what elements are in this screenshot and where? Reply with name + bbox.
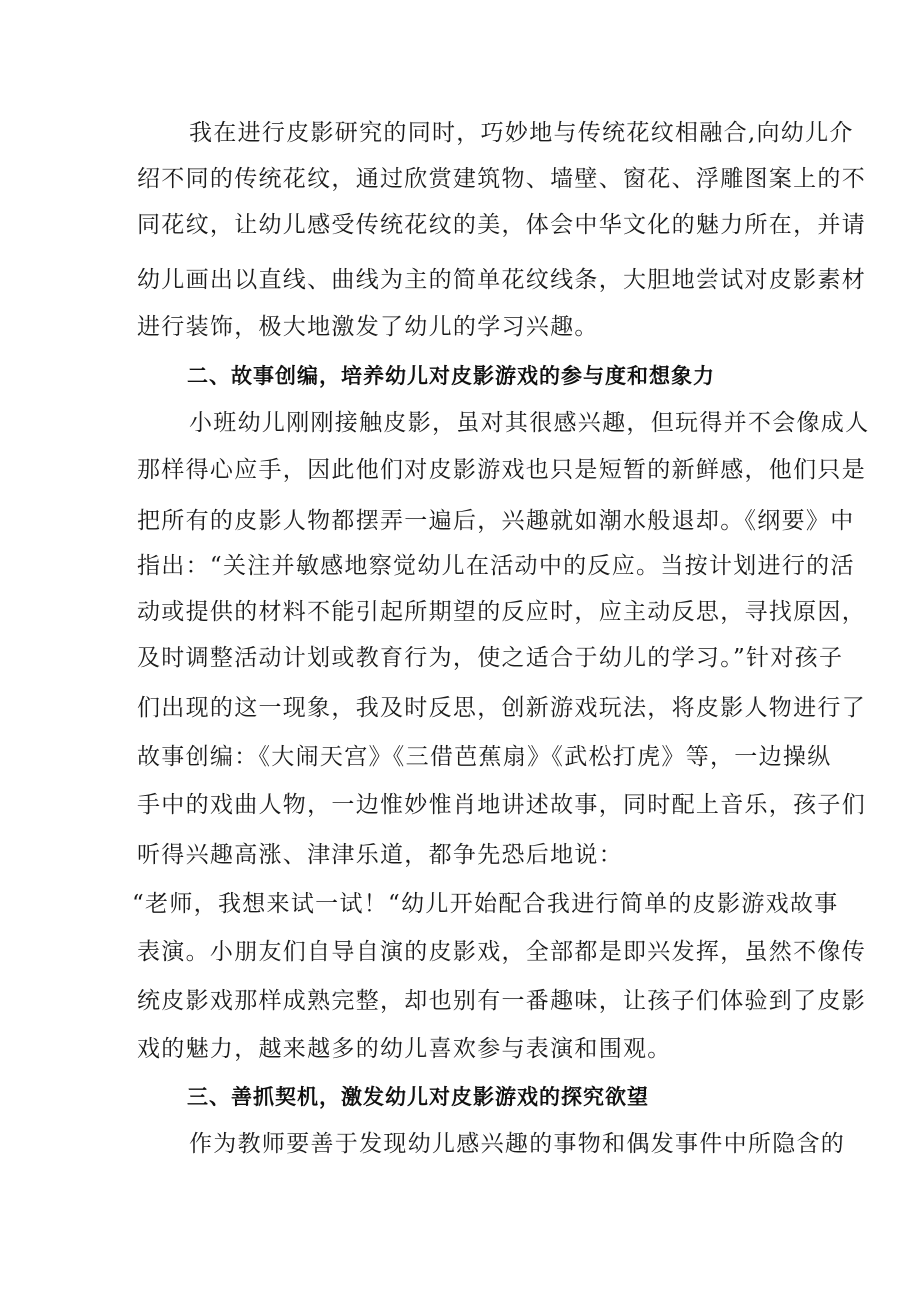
paragraph-line: 小班幼儿刚刚接触皮影，虽对其很感兴趣，但玩得并不会像成人: [189, 410, 870, 436]
paragraph-line: 指出：“关注并敏感地察觉幼儿在活动中的反应。当按计划进行的活: [137, 553, 855, 579]
paragraph-line: 表演。小朋友们自导自演的皮影戏，全部都是即兴发挥，虽然不像传: [137, 939, 866, 965]
paragraph-line: 戏的魅力，越来越多的幼儿喜欢参与表演和围观。: [137, 1036, 672, 1062]
paragraph-line: 那样得心应手，因此他们对皮影游戏也只是短暂的新鲜感，他们只是: [137, 457, 866, 483]
paragraph-line: 动或提供的材料不能引起所期望的反应时，应主动反思，寻找原因，: [137, 599, 866, 625]
paragraph-line: 同花纹，让幼儿感受传统花纹的美，体会中华文化的魅力所在，并请: [137, 212, 866, 238]
paragraph-line: 听得兴趣高涨、津津乐道，都争先恐后地说：: [137, 842, 623, 868]
paragraph-line: 们出现的这一现象，我及时反思，创新游戏玩法，将皮影人物进行了: [137, 695, 866, 721]
paragraph-line: 及时调整活动计划或教育行为，使之适合于幼儿的学习。”针对孩子: [137, 645, 844, 671]
paragraph-line: 故事创编：《大闹天宫》《三借芭蕉扇》《武松打虎》等，一边操纵: [137, 744, 832, 770]
section-heading: 三、善抓契机，激发幼儿对皮影游戏的探究欲望: [187, 1085, 649, 1109]
paragraph-line: 绍不同的传统花纹，通过欣赏建筑物、墙壁、窗花、浮雕图案上的不: [137, 166, 866, 192]
paragraph-line: 进行装饰，极大地激发了幼儿的学习兴趣。: [137, 314, 599, 340]
paragraph-line: “老师，我想来试一试！“幼儿开始配合我进行简单的皮影游戏故事: [132, 891, 839, 917]
paragraph-line: 我在进行皮影研究的同时，巧妙地与传统花纹相融合,向幼儿介: [189, 120, 854, 146]
paragraph-line: 作为教师要善于发现幼儿感兴趣的事物和偶发事件中所隐含的: [189, 1131, 846, 1157]
paragraph-line: 手中的戏曲人物，一边惟妙惟肖地讲述故事，同时配上音乐，孩子们: [137, 792, 866, 818]
paragraph-line: 统皮影戏那样成熟完整，却也别有一番趣味，让孩子们体验到了皮影: [137, 988, 866, 1014]
paragraph-line: 把所有的皮影人物都摆弄一遍后，兴趣就如潮水般退却。《纲要》中: [137, 508, 855, 534]
section-heading: 二、故事创编，培养幼儿对皮影游戏的参与度和想象力: [187, 364, 715, 388]
paragraph-line: 幼儿画出以直线、曲线为主的简单花纹线条，大胆地尝试对皮影素材: [137, 267, 866, 293]
